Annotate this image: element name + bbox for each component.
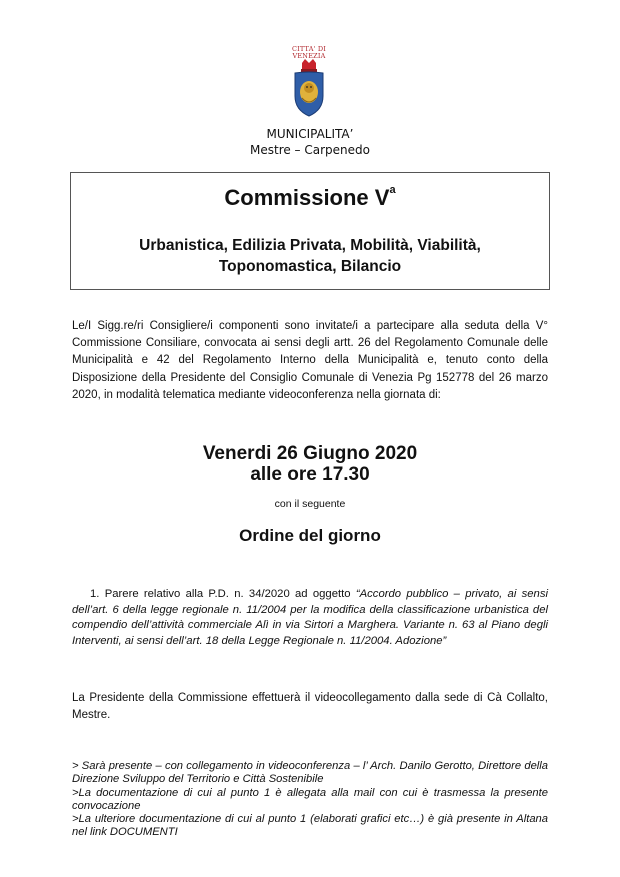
municipality-name: MUNICIPALITA’	[266, 127, 354, 141]
commission-title-superscript: a	[389, 184, 396, 196]
municipality-district: Mestre – Carpenedo	[250, 143, 370, 157]
meeting-date: Venerdi 26 Giugno 2020	[202, 443, 418, 464]
commission-title-text: Commissione V	[224, 185, 390, 210]
commission-subtitle-line2: Toponomastica, Bilancio	[218, 258, 402, 275]
note-item: >La ulteriore documentazione di cui al punto 1 (elaborati grafici etc…) è già presente in Altana nel link DOCUMENTI	[72, 813, 548, 839]
following-label: con il seguente	[274, 498, 346, 510]
agenda-item	[72, 587, 548, 649]
invitation-paragraph: Le/I Sigg.re/ri Consigliere/i componenti sono invitate/i a partecipare alla seduta della V° Commissione Consiliare, convocata ai sensi degli artt. 26 del Regolamento Comunale delle Municipalità e 42 del Regolamento Interno della Municipalità e, tenuto conto della Disposizione della Presidente del Consiglio Comunale di Venezia Pg 152778 del 26 marzo 2020, in modalità telematica mediante videoconferenza nella giornata di:	[72, 320, 548, 401]
venezia-crest-logo	[285, 46, 333, 118]
president-note: La Presidente della Commissione effettuerà il videocollegamento dalla sede di Cà Collalto, Mestre.	[72, 692, 548, 721]
commission-title-box	[70, 172, 550, 290]
crest-shield-icon	[285, 46, 333, 118]
note-item: >La documentazione di cui al punto 1 è allegata alla mail con cui è trasmessa la presente convocazione	[72, 786, 548, 812]
note-item: > Sarà presente – con collegamento in videoconferenza – l’ Arch. Danilo Gerotto, Direttore della Direzione Sviluppo del Territorio e Città Sostenibile	[72, 760, 548, 786]
agenda-heading: Ordine del giorno	[239, 526, 381, 545]
agenda-item-subject: “Accordo pubblico – privato, ai sensi dell’art. 6 della legge regionale n. 11/2004 per la modifica della classificazione urbanistica del compendio dell’attività commerciale Alì in via Sirtori a Marghera. Variante n. 63 al Piano degli Interventi, ai sensi dell’art. 18 della Legge Regionale n. 11/2004. Adozione”	[72, 588, 548, 647]
commission-title	[71, 185, 549, 211]
crest-text-line2: VENEZIA	[292, 52, 326, 60]
agenda-item-lead: Parere relativo alla P.D. n. 34/2020 ad oggetto	[104, 588, 351, 600]
commission-subtitle-line1: Urbanistica, Edilizia Privata, Mobilità, Viabilità,	[139, 237, 481, 254]
crest-text-line1: CITTA' DI	[291, 45, 327, 53]
meeting-time: alle ore 17.30	[250, 464, 370, 485]
notes-section	[72, 760, 548, 840]
agenda-item-number: 1.	[90, 588, 100, 600]
